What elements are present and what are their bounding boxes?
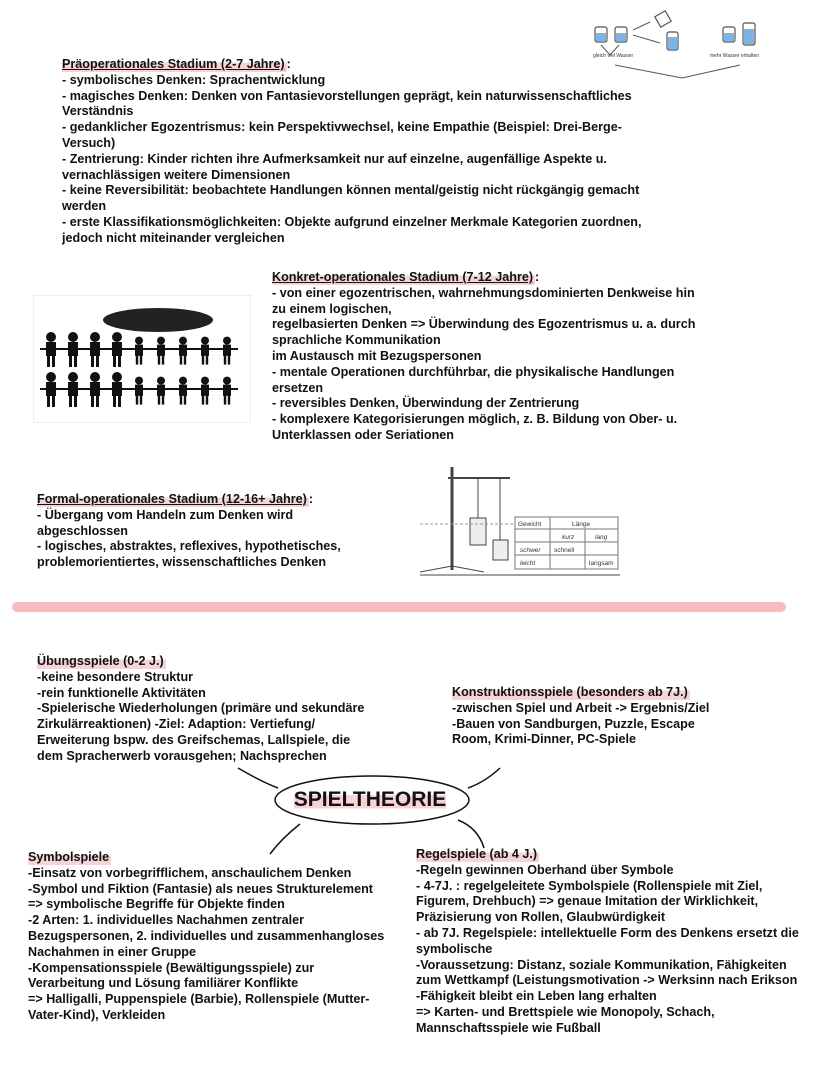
text-line: Bezugspersonen, 2. individuelles und zusammenhangloses: [28, 928, 385, 943]
text-line: -Bauen von Sandburgen, Puzzle, Escape: [452, 716, 695, 731]
konkret-section: Konkret-operationales Stadium (7-12 Jahre) : - von einer egozentrischen, wahrnehmungsdominierten Denkweise hin zu einem logischen, regelbasierten Denken => Überwindung des Egozentrismus u. a. durch sprachliche Kommunikation im Austausch mit Bezugspersonen - mentale Operationen durchführbar, die physikalische Handlungen ersetzen - reversibles Denken, Überwindung der Zentrierung - komplexere Kategorisierungen möglich, z. B. Bildung von Ober- u. Unterklassen oder Seriationen: [272, 270, 696, 442]
text-line: dem Spracherwerb vorausgehen; Nachsprechen: [37, 748, 327, 763]
regel-heading: Regelspiele (ab 4 J.): [416, 847, 538, 861]
text-line: Nachahmen in einer Gruppe: [28, 944, 196, 959]
text-line: Vater-Kind), Verkleiden: [28, 1007, 166, 1022]
formal-heading: Formal-operationales Stadium (12-16+ Jahre): [37, 492, 307, 506]
symbol-lines: [28, 866, 384, 1024]
text-line: => Halligalli, Puppenspiele (Barbie), Rollenspiele (Mutter-: [28, 992, 370, 1007]
section-divider: [12, 602, 786, 612]
text-line: - gedanklicher Egozentrismus: kein Perspektivwechsel, keine Empathie (Beispiel: Drei-Berge-: [62, 120, 622, 135]
text-line: -Symbol und Fiktion (Fantasie) als neues Strukturelement: [28, 881, 373, 896]
text-line: Figurem, Drehbuch) => genaue Imitation der Wirklichkeit,: [416, 894, 759, 909]
praeop-lines: [62, 73, 641, 247]
text-line: - keine Reversibilität: beobachtete Handlungen können mental/geistig nicht rückgängig gemacht: [62, 183, 640, 198]
text-line: -Kompensationsspiele (Bewältigungsspiele) zur: [28, 960, 315, 975]
symbolspiele-section: [28, 850, 384, 1024]
text-line: => Karten- und Brettspiele wie Monopoly, Schach,: [416, 1004, 715, 1019]
text-line: Mannschaftsspiele wie Fußball: [416, 1020, 601, 1035]
uebungsspiele-section: [37, 654, 364, 765]
regelspiele-section: [416, 847, 799, 1037]
text-line: -Fähigkeit bleibt ein Leben lang erhalten: [416, 989, 657, 1004]
text-line: - mentale Operationen durchführbar, die physikalische Handlungen: [272, 364, 675, 379]
text-line: - reversibles Denken, Überwindung der Zentrierung: [272, 396, 580, 411]
text-line: jedoch nicht miteinander vergleichen: [62, 230, 285, 245]
children-groups-illustration: [33, 295, 251, 423]
text-line: - symbolisches Denken: Sprachentwicklung: [62, 72, 326, 87]
text-line: - 4-7J. : regelgeleitete Symbolspiele (Rollenspiele mit Ziel,: [416, 878, 763, 893]
text-line: -rein funktionelle Aktivitäten: [37, 685, 206, 700]
text-line: -Spielerische Wiederholungen (primäre und sekundäre: [37, 701, 365, 716]
konkret-heading: Konkret-operationales Stadium (7-12 Jahre): [272, 270, 534, 284]
text-line: => symbolische Begriffe für Objekte finden: [28, 897, 285, 912]
text-line: symbolische: [416, 941, 493, 956]
text-line: - ab 7J. Regelspiele: intellektuelle Form des Denkens ersetzt die: [416, 925, 799, 940]
table-schnell: schnell: [554, 547, 575, 554]
text-line: Erweiterung bspw. des Greifschemas, Lallspiele, die: [37, 732, 351, 747]
table-laenge: Länge: [572, 521, 591, 528]
text-line: -Regeln gewinnen Oberhand über Symbole: [416, 862, 674, 877]
konstruktion-lines: [452, 701, 709, 748]
konstruktion-heading: Konstruktionsspiele (besonders ab 7J.): [452, 685, 688, 699]
konkret-lines: [272, 286, 695, 444]
regel-lines: [416, 863, 799, 1037]
text-line: - Übergang vom Handeln zum Denken wird: [37, 507, 294, 522]
text-line: - magisches Denken: Denken von Fantasievorstellungen geprägt, kein naturwissenschaftliches: [62, 88, 632, 103]
text-line: - komplexere Kategorisierungen möglich, z. B. Bildung von Ober- u.: [272, 412, 678, 427]
text-line: zu einem logischen,: [272, 301, 392, 316]
uebung-heading: Übungsspiele (0-2 J.): [37, 654, 164, 668]
text-line: Room, Krimi-Dinner, PC-Spiele: [452, 732, 637, 747]
formal-lines: [37, 508, 341, 571]
pendulum-experiment-illustration: [420, 462, 620, 578]
text-line: -Einsatz von vorbegrifflichem, anschaulichem Denken: [28, 865, 352, 880]
symbol-heading: Symbolspiele: [28, 850, 110, 864]
text-line: zum Wettkampf (Leistungsmotivation -> Werksinn nach Erikson: [416, 973, 798, 988]
uebung-lines: [37, 670, 364, 765]
formal-section: Formal-operationales Stadium (12-16+ Jahre) : - Übergang vom Handeln zum Denken wird abgeschlossen - logisches, abstraktes, reflexives, hypothetisches, problemorientiertes, wissenschaftliches Denken: [37, 492, 341, 570]
praeoperational-section: Präoperationales Stadium (2-7 Jahre) : - symbolisches Denken: Sprachentwicklung - magisches Denken: Denken von Fantasievorstellungen geprägt, kein naturwissenschaftliches Verständnis - gedanklicher Egozentrismus: kein Perspektivwechsel, keine Empathie (Beispiel: Drei-Berge- Versuch) - Zentrierung: Kinder richten ihre Aufmerksamkeit nur auf einzelne, augenfällige Aspekte u. vernachlässigen weitere Dimensionen - keine Reversibilität: beobachtete Handlungen können mental/geistig nicht rückgängig gemacht werden - erste Klassifikationsmöglichkeiten: Objekte aufgrund einzelner Merkmale Kategorien zuordnen, jedoch nicht miteinander vergleichen: [62, 57, 642, 245]
text-line: Zirkulärreaktionen) -Ziel: Adaption: Vertiefung/: [37, 717, 316, 732]
text-line: werden: [62, 199, 107, 214]
konstruktionsspiele-section: [452, 685, 709, 748]
table-kurz: kurz: [562, 534, 575, 541]
text-line: Versuch): [62, 135, 116, 150]
text-line: -keine besondere Struktur: [37, 669, 194, 684]
text-line: -2 Arten: 1. individuelles Nachahmen zentraler: [28, 913, 304, 928]
table-lang: lang: [595, 534, 608, 541]
text-line: Verständnis: [62, 104, 134, 119]
text-line: - Zentrierung: Kinder richten ihre Aufmerksamkeit nur auf einzelne, augenfällige Aspekte u.: [62, 151, 607, 166]
table-leicht: leicht: [520, 560, 536, 567]
text-line: - erste Klassifikationsmöglichkeiten: Objekte aufgrund einzelner Merkmale Kategorien zuordnen,: [62, 214, 642, 229]
text-line: Präzisierung von Rollen, Glaubwürdigkeit: [416, 910, 666, 925]
text-line: ersetzen: [272, 380, 324, 395]
text-line: Unterklassen oder Seriationen: [272, 427, 454, 442]
text-line: - logisches, abstraktes, reflexives, hypothetisches,: [37, 539, 341, 554]
text-line: sprachliche Kommunikation: [272, 333, 441, 348]
table-gewicht: Gewicht: [518, 521, 542, 528]
glasses-left-label: gleich viel Wasser: [593, 53, 634, 59]
text-line: im Austausch mit Bezugspersonen: [272, 348, 482, 363]
text-line: regelbasierten Denken => Überwindung des Egozentrismus u. a. durch: [272, 317, 696, 332]
table-langsam: langsam: [589, 560, 614, 567]
text-line: vernachlässigen weitere Dimensionen: [62, 167, 291, 182]
mindmap-title: SPIELTHEORIE: [293, 788, 447, 811]
glasses-right-label: mehr Wasser erhalten: [710, 53, 759, 59]
table-schwer: schwer: [520, 547, 541, 554]
text-line: -Voraussetzung: Distanz, soziale Kommunikation, Fähigkeiten: [416, 957, 787, 972]
text-line: Verarbeitung und Lösung familiärer Konflikte: [28, 976, 299, 991]
text-line: problemorientiertes, wissenschaftliches Denken: [37, 555, 327, 570]
praeop-heading: Präoperationales Stadium (2-7 Jahre): [62, 57, 285, 71]
text-line: abgeschlossen: [37, 523, 128, 538]
text-line: - von einer egozentrischen, wahrnehmungsdominierten Denkweise hin: [272, 285, 695, 300]
text-line: -zwischen Spiel und Arbeit -> Ergebnis/Ziel: [452, 700, 710, 715]
